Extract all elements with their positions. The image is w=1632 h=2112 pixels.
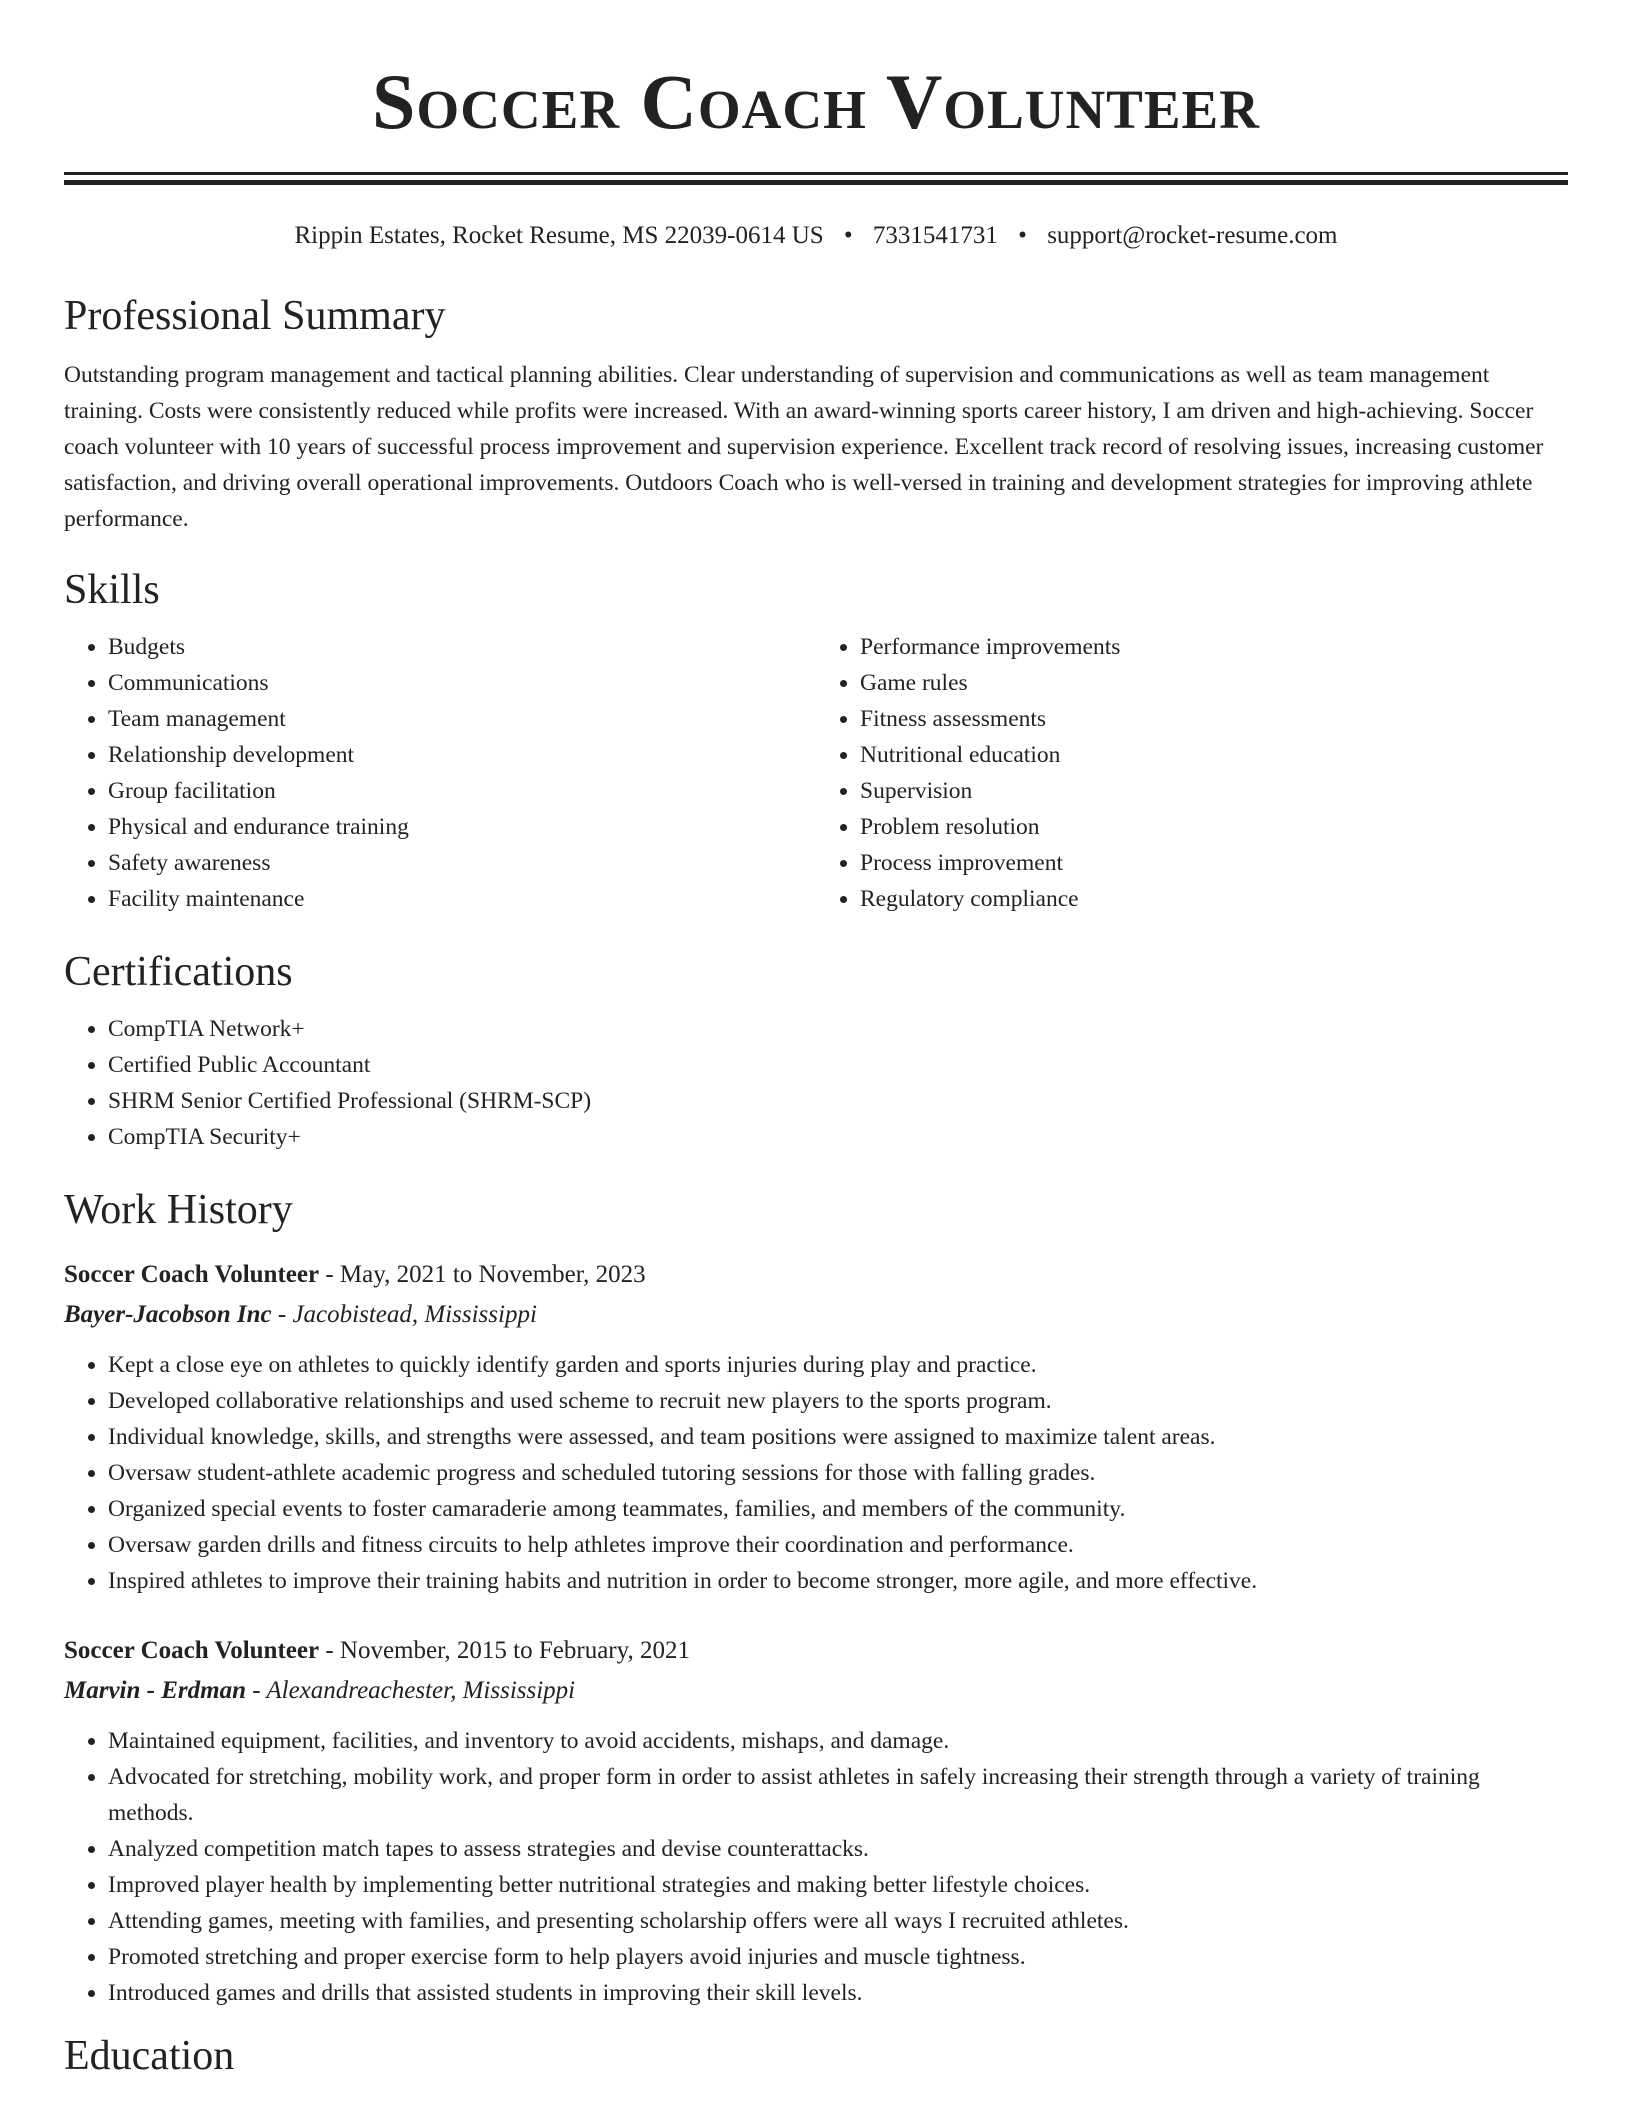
certifications-heading: Certifications xyxy=(64,949,293,995)
contact-separator: • xyxy=(1018,222,1027,249)
job-bullet: • Individual knowledge, skills, and strengths were assessed, and team positions were assigned to maximize talent areas. xyxy=(108,1419,1568,1455)
job-bullets xyxy=(64,1347,1568,1599)
summary-text: Outstanding program management and tactical planning abilities. Clear understanding of supervision and communications as well as team management training. Costs were consistently reduced while profits were increased. With an award-winning sports career history, I am driven and high-achieving. Soccer coach volunteer with 10 years of successful process improvement and supervision experience. Excellent track record of resolving issues, increasing customer satisfaction, and driving overall operational improvements. Outdoors Coach who is well-versed in training and development strategies for improving athlete performance. xyxy=(64,362,1544,532)
skill-item: • Nutritional education xyxy=(860,737,1568,773)
skill-item: • Budgets xyxy=(108,629,816,665)
skill-item: • Facility maintenance xyxy=(108,881,816,917)
skill-item: • Regulatory compliance xyxy=(860,881,1568,917)
job-entry xyxy=(64,1255,1568,1599)
job-bullet: • Kept a close eye on athletes to quickly identify garden and sports injuries during play and practice. xyxy=(108,1347,1568,1383)
job-bullet: • Analyzed competition match tapes to assess strategies and devise counterattacks. xyxy=(108,1831,1568,1867)
skill-item: • Physical and endurance training xyxy=(108,809,816,845)
work-history-heading: Work History xyxy=(64,1187,293,1233)
job-bullet: • Organized special events to foster camaraderie among teammates, families, and members of the community. xyxy=(108,1491,1568,1527)
job-entry xyxy=(64,1631,1568,2011)
job-dates: - November, 2015 to February, 2021 xyxy=(325,1637,690,1664)
job-title: Soccer Coach Volunteer xyxy=(64,1637,320,1664)
job-location: - Alexandreachester, Mississippi xyxy=(252,1677,576,1704)
skill-item: • Communications xyxy=(108,665,816,701)
skills-list-right xyxy=(816,629,1568,917)
job-company: Bayer-Jacobson Inc xyxy=(64,1301,272,1328)
skill-item: • Process improvement xyxy=(860,845,1568,881)
job-company: Marvin - Erdman xyxy=(64,1677,246,1704)
contact-separator: • xyxy=(843,222,853,249)
certifications-list xyxy=(64,1011,1568,1155)
skill-item: • Group facilitation xyxy=(108,773,816,809)
job-bullet: • Introduced games and drills that assisted students in improving their skill levels. xyxy=(108,1975,1568,2011)
certification-item: • Certified Public Accountant xyxy=(108,1047,1568,1083)
skills-heading: Skills xyxy=(64,567,160,613)
job-location: - Jacobistead, Mississippi xyxy=(277,1301,537,1328)
skills-columns xyxy=(64,629,1568,917)
job-company-line xyxy=(64,1295,1568,1335)
skill-item: • Relationship development xyxy=(108,737,816,773)
job-bullet: • Attending games, meeting with families, and presenting scholarship offers were all ways I recruited athletes. xyxy=(108,1903,1568,1939)
skill-item: • Fitness assessments xyxy=(860,701,1568,737)
job-company-line xyxy=(64,1671,1568,1711)
job-bullet: • Promoted stretching and proper exercise form to help players avoid injuries and muscle tightness. xyxy=(108,1939,1568,1975)
job-title-line xyxy=(64,1631,1568,1671)
contact-email: support@rocket-resume.com xyxy=(1047,222,1338,249)
job-bullet: • Improved player health by implementing better nutritional strategies and making better lifestyle choices. xyxy=(108,1867,1568,1903)
job-bullet: • Inspired athletes to improve their training habits and nutrition in order to become stronger, more agile, and more effective. xyxy=(108,1563,1568,1599)
summary-heading: Professional Summary xyxy=(64,293,446,339)
skill-item: • Team management xyxy=(108,701,816,737)
contact-line xyxy=(64,221,1568,251)
certification-item: • CompTIA Network+ xyxy=(108,1011,1568,1047)
skill-item: • Safety awareness xyxy=(108,845,816,881)
job-bullet: • Oversaw garden drills and fitness circuits to help athletes improve their coordination and performance. xyxy=(108,1527,1568,1563)
certification-item: • SHRM Senior Certified Professional (SHRM-SCP) xyxy=(108,1083,1568,1119)
skill-item: • Problem resolution xyxy=(860,809,1568,845)
skill-item: • Performance improvements xyxy=(860,629,1568,665)
job-bullets xyxy=(64,1723,1568,2011)
job-bullet: • Oversaw student-athlete academic progress and scheduled tutoring sessions for those with falling grades. xyxy=(108,1455,1568,1491)
job-bullet: • Advocated for stretching, mobility work, and proper form in order to assist athletes in safely increasing their strength through a variety of training methods. xyxy=(108,1759,1568,1831)
job-title: Soccer Coach Volunteer xyxy=(64,1261,320,1288)
job-title-line xyxy=(64,1255,1568,1295)
education-heading: Education xyxy=(64,2033,235,2079)
skills-list-left xyxy=(64,629,816,917)
certification-item: • CompTIA Security+ xyxy=(108,1119,1568,1155)
title-divider xyxy=(64,172,1568,185)
skill-item: • Supervision xyxy=(860,773,1568,809)
resume-title: Soccer Coach Volunteer xyxy=(372,58,1260,145)
skill-item: • Game rules xyxy=(860,665,1568,701)
job-bullet: • Maintained equipment, facilities, and inventory to avoid accidents, mishaps, and damage. xyxy=(108,1723,1568,1759)
contact-phone: 7331541731 xyxy=(872,222,998,249)
contact-address: Rippin Estates, Rocket Resume, MS 22039-0614 US xyxy=(294,222,824,249)
job-bullet: • Developed collaborative relationships and used scheme to recruit new players to the sports program. xyxy=(108,1383,1568,1419)
job-dates: - May, 2021 to November, 2023 xyxy=(325,1261,646,1288)
